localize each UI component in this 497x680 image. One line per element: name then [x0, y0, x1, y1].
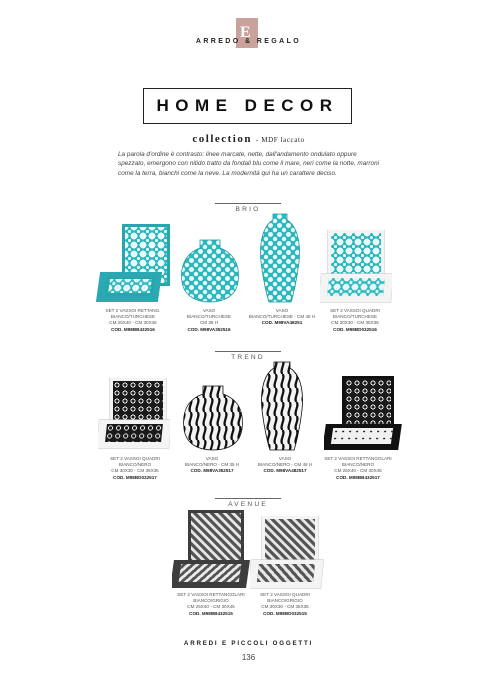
section-divider-avenue: [215, 498, 281, 499]
product-code: COD. M98BD032515: [263, 610, 307, 616]
product-caption-trend-4: SET 2 VASSOI RETTANGOLARI BIANCO/NERO CM 25X40 - CM 30X45 COD. M98BB432517: [324, 456, 392, 480]
product-caption-brio-4: SET 2 VASSOI QUADRI BIANCO/TURCHESE CM 30X30 - CM 35X35 COD. M98BD032516: [320, 308, 390, 333]
brand-name: ARREDO & REGALO: [195, 38, 302, 45]
product-caption-trend-1: SET 2 VASSOI QUADRI BIANCO/NERO CM 30X30 - CM 35X35 COD. M98BD032517: [100, 456, 170, 481]
product-caption-brio-1: SET 2 VASSOI RETTANG. BIANCO/TURCHESE CM 25X40 - CM 30X45 COD. M98BB432516: [98, 308, 168, 333]
product-image-brio-tray-rect: [96, 224, 172, 304]
brand-logo-letter: E: [240, 24, 251, 41]
footer-category: ARREDI E PICCOLI OGGETTI: [183, 640, 314, 647]
section-divider-trend: [215, 351, 281, 352]
product-image-avenue-tray-square: [250, 516, 324, 590]
product-code: COD. M98VA352517: [190, 468, 234, 474]
product-caption-trend-3: VASO BIANCO/NERO - CM 48 H COD. M98VA482517: [250, 456, 320, 475]
product-image-brio-tray-square: [320, 230, 392, 304]
product-image-brio-vase-tall: [257, 212, 303, 304]
product-caption-trend-2: VASO BIANCO/NERO - CM 35 H COD. M98VA352517: [177, 456, 247, 475]
product-image-brio-vase-round: [178, 238, 242, 304]
section-label-trend: TREND: [231, 354, 265, 361]
section-divider-brio: [215, 203, 281, 204]
collection-subtitle: [0, 129, 497, 147]
product-code: COD. M98VA482517: [263, 468, 307, 474]
product-caption-avenue-2: SET 2 VASSOI QUADRI BIANCO/GRIGIO CM 30X30 - CM 35X35 COD. M98BD032515: [250, 592, 320, 617]
product-image-trend-vase-round: [180, 384, 246, 452]
product-image-avenue-tray-rect: [172, 510, 250, 590]
product-code: COD. M98BB432517: [336, 474, 380, 480]
product-caption-avenue-1: SET 2 VASSOI RETTANGOLARI BIANCO/GRIGIO CM 25X40 - CM 30X45 COD. M98BB432515: [177, 592, 245, 616]
product-image-trend-tray-rect: [324, 376, 402, 452]
page-number: 136: [241, 653, 256, 662]
product-code: COD. M98BD032517: [113, 474, 157, 480]
product-image-trend-vase-tall: [258, 360, 306, 452]
product-code: COD. M98BB432516: [111, 326, 155, 332]
product-caption-brio-2: VASO BIANCO/TURCHESE CM 35 H COD. M98VA352516: [174, 308, 244, 333]
product-code: COD. M98VA352516: [187, 326, 231, 332]
intro-paragraph: La parola d'ordine è contrasto: linee marcate, nette, dall'andamento ondulato oppure spezzato, emergono con nitido tratto da fondali blu come il mare, neri come la notte, marroni come la terra, bianchi come la neve. La modernità qui ha un carattere deciso.: [118, 151, 380, 177]
section-label-avenue: AVENUE: [228, 501, 268, 508]
product-code: COD. M98BD032516: [333, 326, 377, 332]
product-code: COD. M98VA48251: [261, 320, 303, 326]
product-image-trend-tray-square: [98, 378, 170, 450]
collection-name: collection: [192, 133, 252, 145]
section-label-brio: BRIO: [235, 206, 261, 213]
page-title: HOME DECOR: [143, 88, 352, 124]
product-code: COD. M98BB432515: [189, 610, 233, 616]
product-caption-brio-3: VASO BIANCO/TURCHESE - CM 48 H COD. M98VA48251: [248, 308, 316, 326]
collection-material: - MDF laccato: [255, 136, 305, 144]
